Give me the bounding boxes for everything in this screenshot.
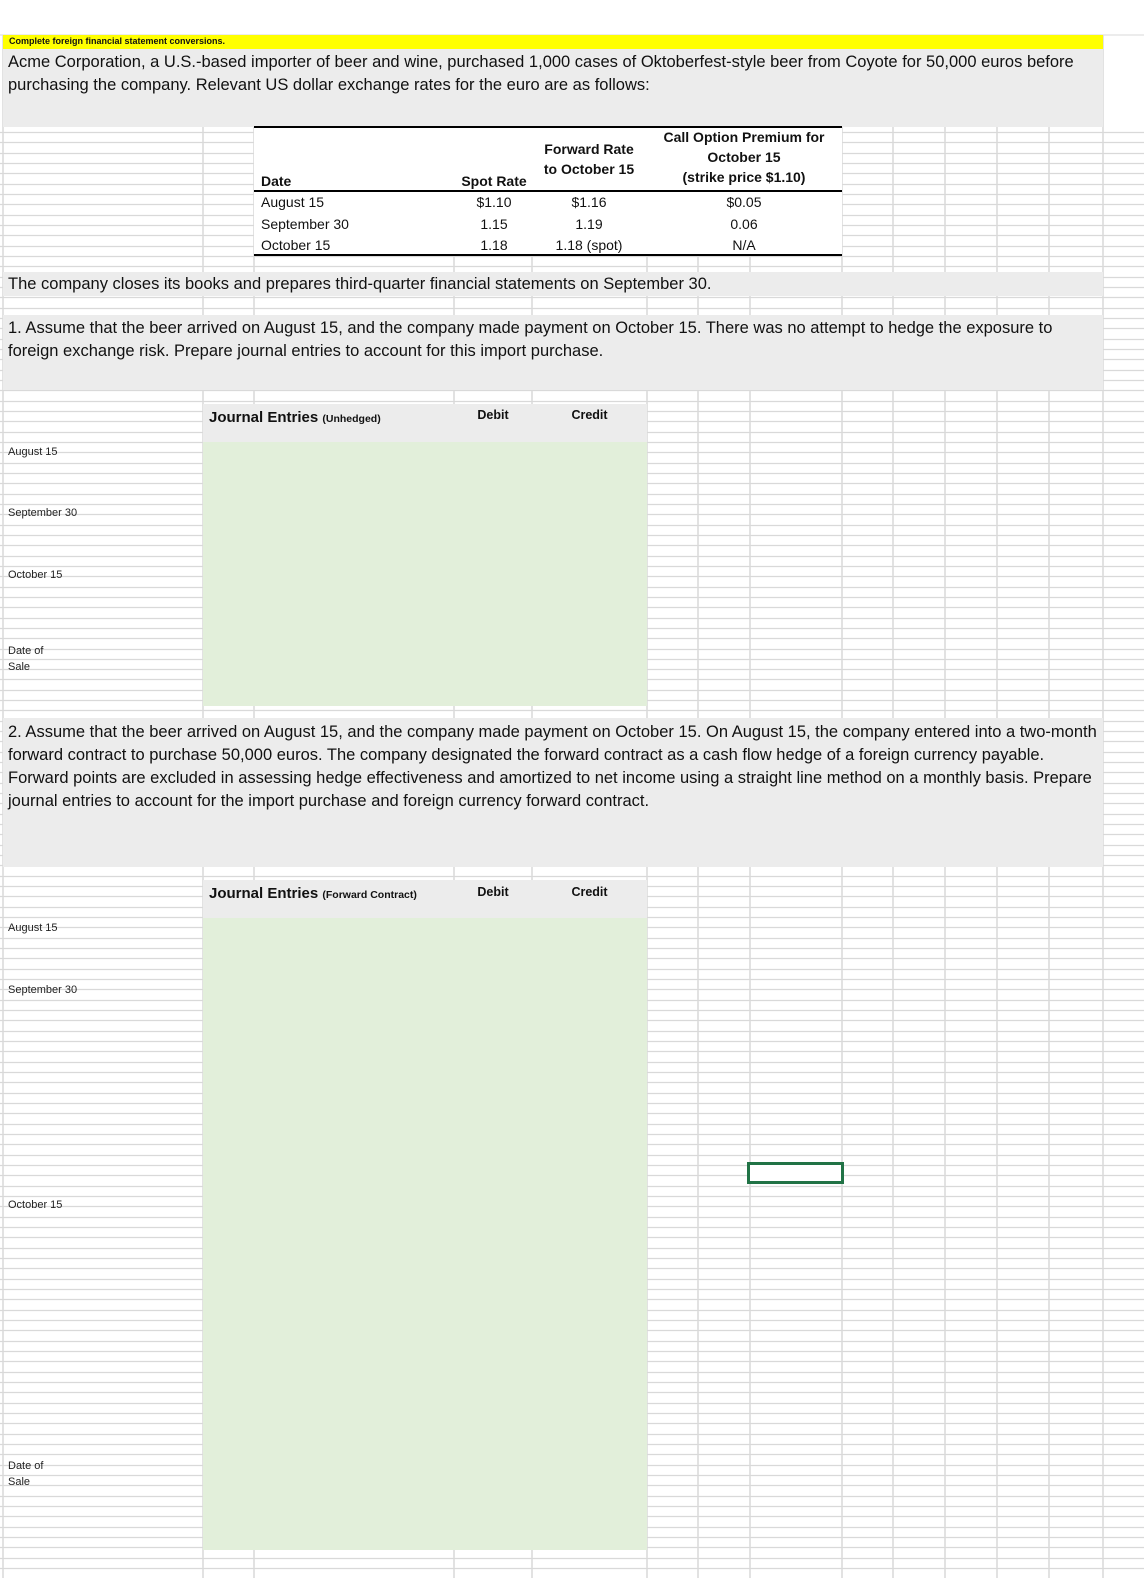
exchange-rate-table — [254, 126, 842, 256]
rate-row-forward: 1.19 — [575, 216, 603, 232]
q1-label-sep30: September 30 — [8, 507, 78, 519]
col-call-premium-date: October 15 — [707, 149, 781, 165]
intro-text: Acme Corporation, a U.S.-based importer of beer and wine, purchased 1,000 cases of Oktoberfest-style beer from Coyote for 50,000 euros before purchasing the company. Relevant US dollar exchange rates for the euro are as follows: — [8, 53, 1074, 94]
rate-row-date: August 15 — [261, 194, 325, 210]
col-forward-rate-sub: to October 15 — [543, 161, 635, 177]
q1-label-aug15: August 15 — [8, 446, 58, 458]
q1-credit-header: Credit — [571, 408, 608, 422]
rate-row-spot: 1.18 — [480, 237, 508, 253]
q2-journal-input-area[interactable] — [203, 918, 647, 1550]
q2-je-subtitle: (Forward Contract) — [322, 889, 417, 901]
col-spot-rate: Spot Rate — [461, 173, 527, 189]
q1-debit-header: Debit — [477, 408, 509, 422]
rate-row-forward: $1.16 — [571, 194, 607, 210]
q2-label-sep30: September 30 — [8, 984, 78, 996]
rate-row-spot: 1.15 — [480, 216, 508, 232]
rate-row-call: 0.06 — [730, 216, 758, 232]
q2-label-oct15: October 15 — [8, 1199, 63, 1211]
rate-row-call: N/A — [732, 237, 756, 253]
q2-je-title-text: Journal Entries — [209, 885, 319, 902]
q1-label-oct15: October 15 — [8, 569, 63, 581]
q1-je-title — [209, 409, 381, 426]
rate-row-date: October 15 — [261, 237, 331, 253]
rate-row-forward: 1.18 (spot) — [555, 237, 623, 253]
q1-text: 1. Assume that the beer arrived on August 15, and the company made payment on October 15. There was no attempt to hedge the exposure to foreign exchange risk. Prepare journal entries to account for this import purchase. — [8, 319, 1053, 360]
closing-note: The company closes its books and prepares third-quarter financial statements on September 30. — [8, 275, 712, 293]
q2-label-aug15: August 15 — [8, 922, 58, 934]
col-date: Date — [261, 173, 292, 189]
col-call-premium: Call Option Premium for — [663, 129, 825, 145]
rate-row-date: September 30 — [261, 216, 349, 232]
q2-text: 2. Assume that the beer arrived on August 15, and the company made payment on October 15. On August 15, the company entered into a two-month forward contract to purchase 50,000 euros. The company designated the forward contract as a cash flow hedge of a foreign currency payable. Forward points are excluded in assessing hedge effectiveness and amortized to net income using a straight line method on a monthly basis. Prepare journal entries to account for the import purchase and foreign currency forward contract. — [8, 723, 1097, 810]
q2-credit-header: Credit — [571, 885, 608, 899]
q1-je-title-text: Journal Entries — [209, 409, 319, 426]
q2-label-date-of-sale: Date of — [8, 1460, 44, 1472]
rate-row-call: $0.05 — [726, 194, 762, 210]
q2-label-sale: Sale — [8, 1476, 31, 1488]
instruction-banner: Complete foreign financial statement conversions. — [3, 35, 1103, 49]
rate-row-spot: $1.10 — [476, 194, 512, 210]
q1-journal-input-area[interactable] — [203, 442, 647, 706]
col-forward-rate: Forward Rate — [544, 141, 634, 157]
q2-debit-header: Debit — [477, 885, 509, 899]
active-cell-selection[interactable] — [747, 1162, 844, 1184]
q1-label-date-of-sale: Date of — [8, 645, 44, 657]
q1-je-subtitle: (Unhedged) — [322, 413, 381, 425]
q1-label-sale: Sale — [8, 661, 31, 673]
q2-je-title — [209, 885, 417, 902]
col-call-strike: (strike price $1.10) — [682, 169, 806, 185]
